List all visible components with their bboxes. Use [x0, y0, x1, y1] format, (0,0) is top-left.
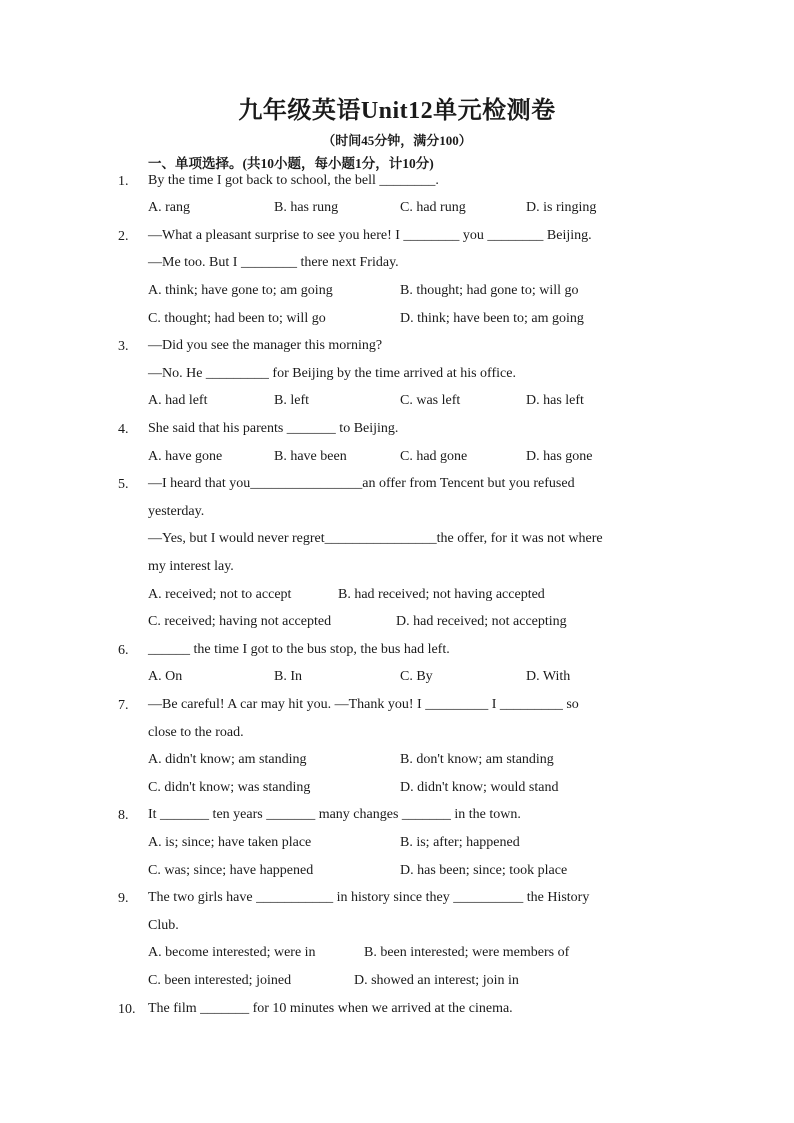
question-stem: She said that his parents _______ to Beijing.	[148, 421, 399, 436]
option-a[interactable]: A. think; have gone to; am going	[148, 283, 333, 298]
question-number: 9.	[118, 891, 129, 906]
option-d[interactable]: D. is ringing	[526, 200, 597, 215]
question-stem: By the time I got back to school, the bell ________.	[148, 173, 439, 188]
option-c[interactable]: C. didn't know; was standing	[148, 780, 311, 795]
option-d[interactable]: D. didn't know; would stand	[400, 780, 559, 795]
option-b[interactable]: B. don't know; am standing	[400, 752, 554, 767]
question-stem: —Be careful! A car may hit you. —Thank you! I _________ I _________ so	[148, 697, 579, 712]
question-number: 4.	[118, 422, 129, 437]
question-stem: ______ the time I got to the bus stop, the bus had left.	[148, 642, 450, 657]
question-stem: —Did you see the manager this morning?	[148, 338, 383, 353]
question-stem: close to the road.	[148, 725, 244, 740]
option-c[interactable]: C. received; having not accepted	[148, 614, 332, 629]
option-d[interactable]: D. has been; since; took place	[400, 863, 568, 878]
option-a[interactable]: A. become interested; were in	[148, 945, 316, 960]
option-c[interactable]: C. was left	[400, 393, 461, 408]
question-stem: —Yes, but I would never regret________________the offer, for it was not where	[148, 531, 603, 546]
question-number: 5.	[118, 477, 129, 492]
question-stem: The two girls have ___________ in history since they __________ the History	[148, 890, 590, 905]
option-a[interactable]: A. didn't know; am standing	[148, 752, 307, 767]
question-number: 10.	[118, 1002, 136, 1017]
option-b[interactable]: B. been interested; were members of	[364, 945, 570, 960]
option-d[interactable]: D. showed an interest; join in	[354, 973, 519, 988]
option-b[interactable]: B. left	[274, 393, 309, 408]
option-d[interactable]: D. has gone	[526, 449, 593, 464]
question-stem: my interest lay.	[148, 559, 234, 574]
question-stem: yesterday.	[148, 504, 205, 519]
option-d[interactable]: D. had received; not accepting	[396, 614, 567, 629]
option-b[interactable]: B. is; after; happened	[400, 835, 520, 850]
option-a[interactable]: A. received; not to accept	[148, 587, 292, 602]
option-c[interactable]: C. had gone	[400, 449, 468, 464]
section-heading: 一、单项选择。(共10小题，每小题1分，计10分)	[148, 156, 434, 171]
option-a[interactable]: A. On	[148, 669, 183, 684]
question-stem: Club.	[148, 918, 179, 933]
option-d[interactable]: D. With	[526, 669, 571, 684]
page-title: 九年级英语Unit12单元检测卷	[238, 98, 556, 124]
option-d[interactable]: D. think; have been to; am going	[400, 311, 584, 326]
exam-info: （时间45分钟，满分100）	[322, 133, 472, 148]
question-stem: —Me too. But I ________ there next Friday.	[148, 255, 399, 270]
option-c[interactable]: C. By	[400, 669, 433, 684]
question-stem: —What a pleasant surprise to see you here! I ________ you ________ Beijing.	[148, 228, 592, 243]
option-a[interactable]: A. is; since; have taken place	[148, 835, 312, 850]
question-number: 1.	[118, 174, 129, 189]
option-b[interactable]: B. has rung	[274, 200, 339, 215]
question-number: 7.	[118, 698, 129, 713]
option-b[interactable]: B. thought; had gone to; will go	[400, 283, 579, 298]
option-c[interactable]: C. thought; had been to; will go	[148, 311, 326, 326]
option-b[interactable]: B. have been	[274, 449, 347, 464]
option-b[interactable]: B. In	[274, 669, 302, 684]
option-a[interactable]: A. have gone	[148, 449, 223, 464]
question-number: 6.	[118, 643, 129, 658]
question-stem: —I heard that you________________an offer from Tencent but you refused	[148, 476, 575, 491]
option-a[interactable]: A. had left	[148, 393, 208, 408]
option-c[interactable]: C. had rung	[400, 200, 466, 215]
option-a[interactable]: A. rang	[148, 200, 190, 215]
question-number: 3.	[118, 339, 129, 354]
option-c[interactable]: C. been interested; joined	[148, 973, 292, 988]
question-stem: It _______ ten years _______ many changes _______ in the town.	[148, 807, 521, 822]
option-c[interactable]: C. was; since; have happened	[148, 863, 314, 878]
question-stem: —No. He _________ for Beijing by the time arrived at his office.	[148, 366, 516, 381]
option-d[interactable]: D. has left	[526, 393, 584, 408]
question-number: 8.	[118, 808, 129, 823]
question-stem: The film _______ for 10 minutes when we arrived at the cinema.	[148, 1001, 513, 1016]
question-number: 2.	[118, 229, 129, 244]
option-b[interactable]: B. had received; not having accepted	[338, 587, 545, 602]
